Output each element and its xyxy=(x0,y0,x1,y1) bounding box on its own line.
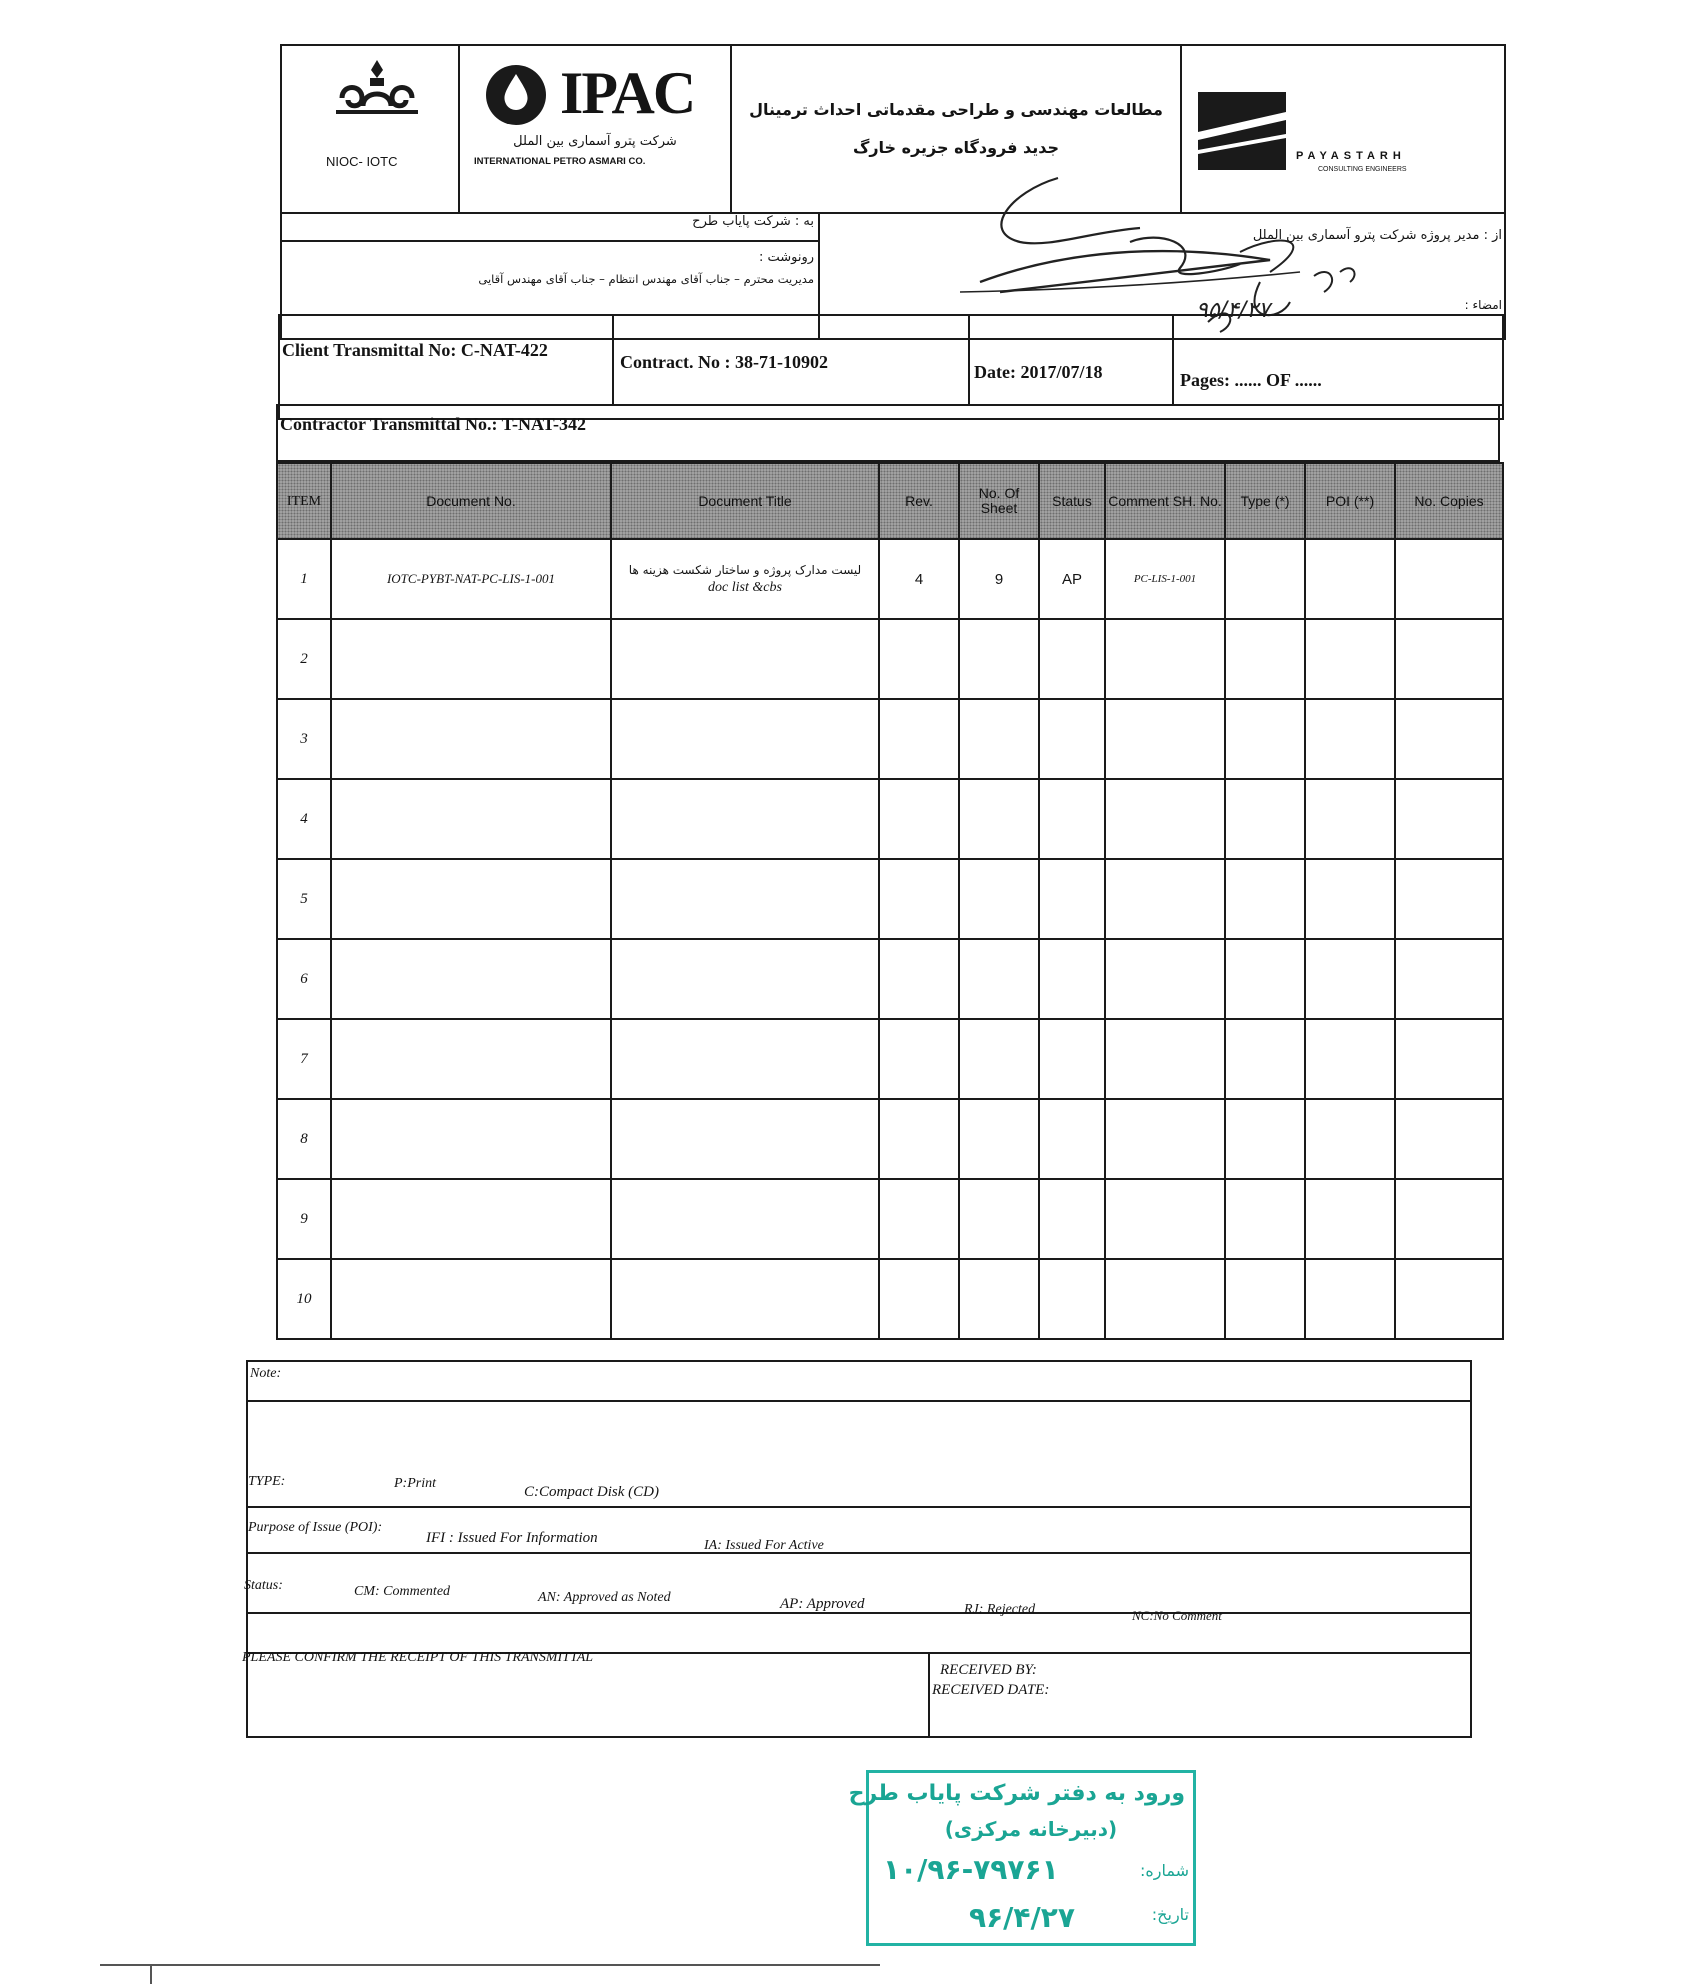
col-type: Type (*) xyxy=(1225,463,1305,539)
row-copies xyxy=(1395,539,1503,619)
ipac-english-name: INTERNATIONAL PETRO ASMARI CO. xyxy=(474,156,646,167)
row-item: 2 xyxy=(277,619,331,699)
status-rejected: RJ: Rejected xyxy=(964,1602,1036,1617)
row-item: 10 xyxy=(277,1259,331,1339)
row-poi xyxy=(1305,539,1395,619)
status-commented: CM: Commented xyxy=(354,1584,451,1599)
nioc-logo-icon xyxy=(330,56,424,126)
col-rev: Rev. xyxy=(879,463,959,539)
ipac-logo-name: IPAC xyxy=(560,60,695,126)
bottom-edge-tick xyxy=(150,1964,152,1984)
col-item: ITEM xyxy=(277,463,331,539)
notes-block xyxy=(246,1360,1472,1738)
handwritten-date: ۹۵/۴/۲۷ xyxy=(1196,298,1270,323)
row-item: 8 xyxy=(277,1099,331,1179)
col-no-copies: No. Copies xyxy=(1395,463,1503,539)
row-document-no: IOTC-PYBT-NAT-PC-LIS-1-001 xyxy=(331,539,611,619)
ipac-persian-name: شرکت پترو آسماری بین الملل xyxy=(513,134,677,149)
cc-recipients: مدیریت محترم – جناب آقای مهندس انتظام – جناب آقای مهندس آقایی xyxy=(478,272,814,286)
table-row xyxy=(277,619,1503,699)
row-item: 9 xyxy=(277,1179,331,1259)
row-item: 7 xyxy=(277,1019,331,1099)
cc-label: رونوشت : xyxy=(758,250,814,265)
stamp-line1: ورود به دفتر شرکت پایاب طرح xyxy=(848,1781,1185,1806)
type-compact-disk: C:Compact Disk (CD) xyxy=(524,1484,659,1500)
from-sender: از : مدیر پروژه شرکت پترو آسماری بین الملل xyxy=(1252,228,1502,243)
row-item: 1 xyxy=(277,539,331,619)
table-row xyxy=(277,539,1503,619)
row-title-english: doc list &cbs xyxy=(708,580,782,595)
col-comment-sh-no: Comment SH. No. xyxy=(1105,463,1225,539)
to-recipient: به : شرکت پایاب طرح xyxy=(692,214,814,229)
client-transmittal-no: Client Transmittal No: C-NAT-422 xyxy=(282,340,548,360)
transmittal-date: Date: 2017/07/18 xyxy=(974,362,1103,382)
row-status: AP xyxy=(1039,539,1105,619)
received-date-label: RECEIVED DATE: xyxy=(932,1682,1050,1698)
project-title-line1: مطالعات مهندسی و طراحی مقدماتی احداث ترمینال xyxy=(749,100,1163,119)
col-document-no: Document No. xyxy=(331,463,611,539)
receipt-stamp xyxy=(848,1770,1196,1946)
poi-label: Purpose of Issue (POI): xyxy=(248,1520,383,1535)
table-row xyxy=(277,1019,1503,1099)
table-row xyxy=(277,1179,1503,1259)
col-status: Status xyxy=(1039,463,1105,539)
table-row xyxy=(277,1099,1503,1179)
table-row xyxy=(277,939,1503,1019)
table-row xyxy=(277,779,1503,859)
row-item: 4 xyxy=(277,779,331,859)
col-poi: POI (**) xyxy=(1305,463,1395,539)
stamp-date-value: ۹۶/۴/۲۷ xyxy=(969,1901,1075,1934)
bottom-edge-line xyxy=(100,1964,880,1966)
stamp-number-value: ۱۰/۹۶-۷۹۷۶۱ xyxy=(883,1853,1059,1886)
row-item: 6 xyxy=(277,939,331,1019)
status-approved: AP: Approved xyxy=(780,1596,865,1612)
poi-ia: IA: Issued For Active xyxy=(704,1538,824,1553)
row-rev: 4 xyxy=(879,539,959,619)
ipac-logo-icon xyxy=(478,62,554,128)
col-no-of-sheet: No. Of Sheet xyxy=(959,463,1039,539)
poi-ifi: IFI : Issued For Information xyxy=(426,1530,598,1546)
pages-count: Pages: ...... OF ...... xyxy=(1180,370,1322,390)
project-title-line2: جدید فرودگاه جزیره خارگ xyxy=(852,138,1060,157)
payastarh-logo-sub: CONSULTING ENGINEERS xyxy=(1318,166,1407,173)
row-sheets: 9 xyxy=(959,539,1039,619)
document-table xyxy=(276,462,1504,1340)
status-label: Status: xyxy=(244,1578,283,1593)
row-type xyxy=(1225,539,1305,619)
signature-label: امضاء : xyxy=(1464,298,1502,312)
type-label: TYPE: xyxy=(248,1474,286,1489)
row-document-title xyxy=(611,539,879,619)
table-row xyxy=(277,859,1503,939)
row-title-persian: لیست مدارک پروژه و ساختار شکست هزینه ها xyxy=(628,563,862,577)
received-by-label: RECEIVED BY: xyxy=(940,1662,1037,1678)
payastarh-logo-icon xyxy=(1198,92,1288,172)
confirm-receipt-note: PLEASE CONFIRM THE RECEIPT OF THIS TRANSMITTAL xyxy=(242,1650,594,1665)
payastarh-logo-name: PAYASTARH xyxy=(1296,150,1406,162)
table-row xyxy=(277,1259,1503,1339)
stamp-number-label: شماره: xyxy=(1139,1861,1189,1880)
row-item: 5 xyxy=(277,859,331,939)
contract-no: Contract. No : 38-71-10902 xyxy=(620,352,828,372)
row-comment-sh-no: PC-LIS-1-001 xyxy=(1105,539,1225,619)
status-approved-as-noted: AN: Approved as Noted xyxy=(538,1590,671,1605)
table-header-row xyxy=(277,463,1503,539)
nioc-logo-caption: NIOC- IOTC xyxy=(326,154,398,169)
status-no-comment: NC:No Comment xyxy=(1132,1608,1222,1623)
type-print: P:Print xyxy=(394,1476,436,1491)
contractor-transmittal-no: Contractor Transmittal No.: T-NAT-342 xyxy=(280,414,586,434)
row-item: 3 xyxy=(277,699,331,779)
stamp-date-label: تاریخ: xyxy=(1151,1905,1189,1924)
note-label: Note: xyxy=(250,1366,282,1381)
stamp-line2: (دبیرخانه مرکزی) xyxy=(944,1817,1118,1841)
col-document-title: Document Title xyxy=(611,463,879,539)
table-row xyxy=(277,699,1503,779)
